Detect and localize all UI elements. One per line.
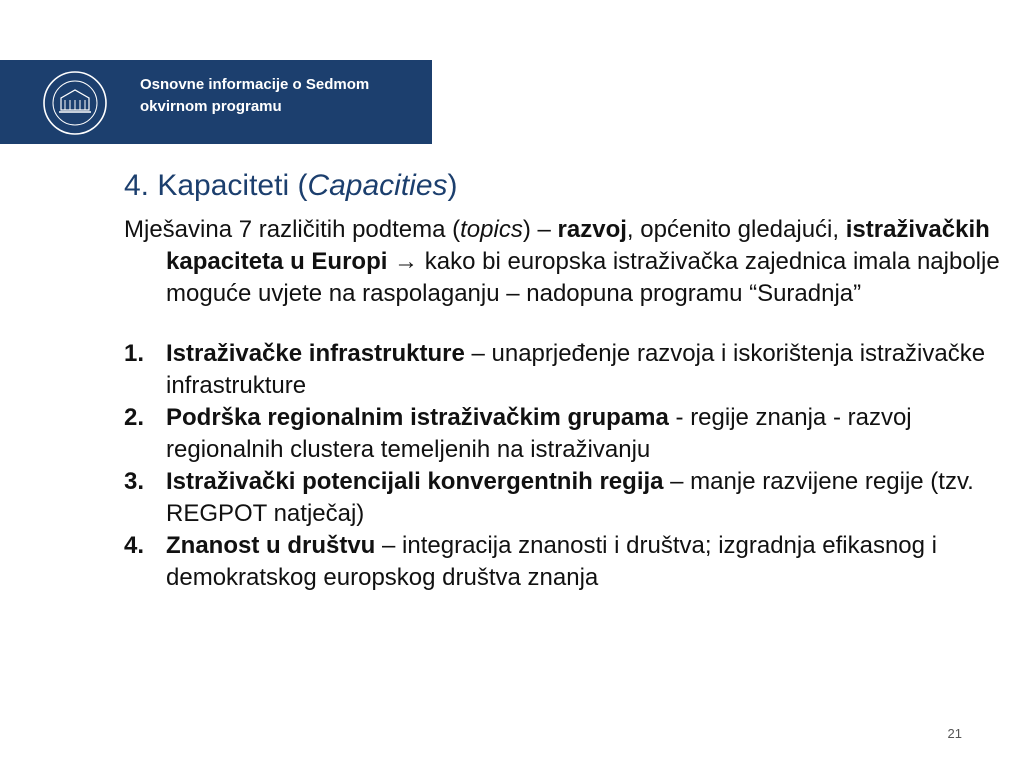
list-item-text [166, 338, 1004, 402]
university-seal-icon [42, 70, 108, 136]
list-item-description: – manje razvijene regije (tzv. REGPOT natječaj) [166, 468, 974, 527]
page-number: 21 [947, 726, 962, 741]
list-item-text [166, 530, 1004, 594]
intro-text-4: → kako bi europska istraživačka zajednica imala najbolje moguće uvjete na raspolaganju – nadopuna programu “Suradnja” [166, 248, 1000, 307]
intro-bold-2: istraživačkih kapaciteta u Europi [166, 216, 990, 275]
intro-text-2: ) – [522, 216, 558, 243]
heading-suffix: ) [447, 169, 458, 202]
intro-italic: topics [460, 216, 523, 243]
list-item [124, 466, 1004, 530]
list-item [124, 402, 1004, 466]
header-title-line-1: Osnovne informacije o Sedmom [140, 76, 370, 93]
list-item-title: Istraživački potencijali konvergentnih regija [166, 468, 664, 495]
slide-heading [124, 166, 458, 206]
list-item-text [166, 466, 1004, 530]
capacities-list [124, 338, 1004, 594]
heading-prefix: 4. Kapaciteti ( [124, 169, 308, 202]
header-band [0, 60, 432, 144]
intro-text-3: , općenito gledajući, [626, 216, 846, 243]
list-item-text [166, 402, 1004, 466]
list-item-number: 3. [124, 468, 145, 495]
list-item-description: – unaprjeđenje razvoja i iskorištenja istraživačke infrastrukture [166, 340, 986, 399]
header-title-line-2: okvirnom programu [140, 98, 282, 115]
intro-paragraph [124, 214, 1004, 310]
heading-italic: Capacities [307, 169, 448, 202]
list-item-title: Istraživačke infrastrukture [166, 340, 465, 367]
list-item [124, 338, 1004, 402]
slide-body [124, 214, 1004, 594]
list-item-description: – integracija znanosti i društva; izgradnja efikasnog i demokratskog europskog društva znanja [166, 532, 937, 591]
header-title [140, 74, 420, 118]
intro-bold-1: razvoj [557, 216, 627, 243]
list-item-description: - regije znanja - razvoj regionalnih clustera temeljenih na istraživanju [166, 404, 912, 463]
list-item-number: 4. [124, 532, 145, 559]
list-item-number: 1. [124, 340, 145, 367]
intro-text-1: Mješavina 7 različitih podtema ( [124, 216, 461, 243]
list-item-number: 2. [124, 404, 145, 431]
list-item-title: Znanost u društvu [166, 532, 376, 559]
list-item [124, 530, 1004, 594]
list-item-title: Podrška regionalnim istraživačkim grupama [166, 404, 669, 431]
